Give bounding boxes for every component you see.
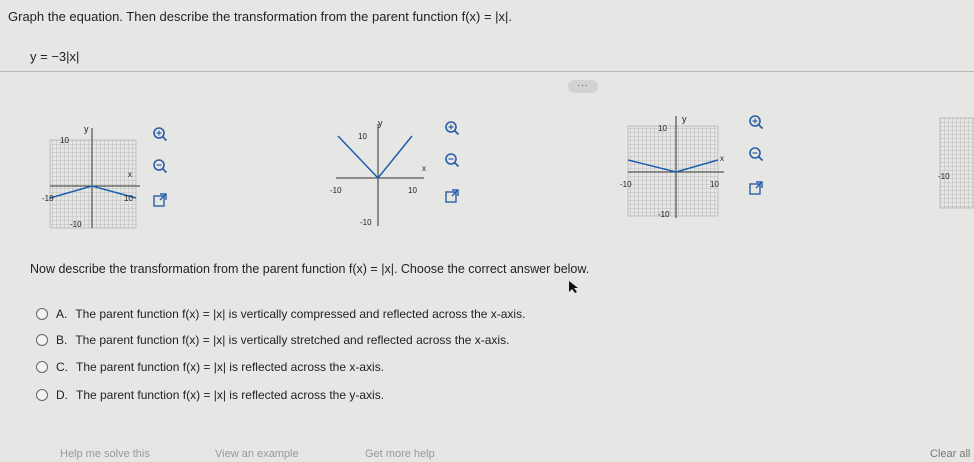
divider (0, 71, 974, 72)
graph-a-x-right: 10 (124, 194, 133, 203)
choice-a[interactable] (36, 307, 525, 321)
zoom-out-icon[interactable] (748, 146, 764, 162)
graph-a-x-label: x (128, 170, 132, 179)
graph-b-x-right: 10 (408, 186, 417, 195)
question-text: Now describe the transformation from the parent function f(x) = |x|. Choose the correct answer below. (30, 262, 590, 276)
graph-a-x-left: -10 (42, 194, 54, 203)
get-more-help-button[interactable]: Get more help (365, 448, 435, 460)
graph-c-y-label: y (682, 114, 687, 124)
zoom-out-icon[interactable] (152, 158, 168, 174)
graph-b-x-label: x (422, 164, 426, 173)
view-example-button[interactable]: View an example (215, 448, 299, 460)
zoom-in-icon[interactable] (152, 126, 168, 142)
choice-letter: C. (56, 360, 68, 374)
graph-b-y-top: 10 (358, 132, 367, 141)
choice-text: The parent function f(x) = |x| is vertically compressed and reflected across the x-axis. (75, 307, 526, 321)
radio-button[interactable] (36, 361, 48, 373)
graph-c-x-label: x (720, 154, 724, 163)
radio-button[interactable] (36, 389, 48, 401)
equation: y = −3|x| (30, 49, 80, 64)
mouse-cursor-icon (568, 280, 580, 294)
more-button[interactable]: ... (568, 80, 598, 93)
problem-prompt: Graph the equation. Then describe the transformation from the parent function f(x) = |x|. (8, 9, 513, 24)
graph-a-y-top: 10 (60, 136, 69, 145)
choice-b[interactable] (36, 333, 509, 347)
graph-option-a[interactable] (40, 120, 160, 232)
graph-c-x-right: 10 (710, 180, 719, 189)
graph-a-y-label: y (84, 124, 89, 134)
expand-icon[interactable] (748, 180, 764, 196)
graph-d-x-left: -10 (938, 172, 950, 181)
help-me-solve-button[interactable]: Help me solve this (60, 448, 150, 460)
zoom-out-icon[interactable] (444, 152, 460, 168)
choice-d[interactable] (36, 388, 384, 402)
choice-text: The parent function f(x) = |x| is reflected across the x-axis. (76, 360, 385, 374)
expand-icon[interactable] (152, 192, 168, 208)
clear-all-button[interactable]: Clear all (930, 448, 971, 460)
graph-a-y-bottom: -10 (70, 220, 82, 229)
graph-c-y-top: 10 (658, 124, 667, 133)
zoom-in-icon[interactable] (444, 120, 460, 136)
radio-button[interactable] (36, 334, 48, 346)
graph-option-b[interactable] (328, 114, 438, 232)
zoom-in-icon[interactable] (748, 114, 764, 130)
choice-text: The parent function f(x) = |x| is reflected across the y-axis. (76, 388, 385, 402)
radio-button[interactable] (36, 308, 48, 320)
graph-c-y-bottom: -10 (658, 210, 670, 219)
choice-letter: B. (56, 333, 68, 347)
graph-b-x-left: -10 (330, 186, 342, 195)
choice-text: The parent function f(x) = |x| is vertically stretched and reflected across the x-axis. (75, 333, 510, 347)
graph-option-c[interactable] (618, 112, 742, 224)
graph-b-y-bottom: -10 (360, 218, 372, 227)
graph-c-x-left: -10 (620, 180, 632, 189)
expand-icon[interactable] (444, 188, 460, 204)
graph-option-d-partial[interactable] (936, 110, 974, 210)
choice-letter: A. (56, 307, 68, 321)
choice-c[interactable] (36, 360, 384, 374)
graph-b-y-label: y (378, 118, 383, 128)
choice-letter: D. (56, 388, 68, 402)
